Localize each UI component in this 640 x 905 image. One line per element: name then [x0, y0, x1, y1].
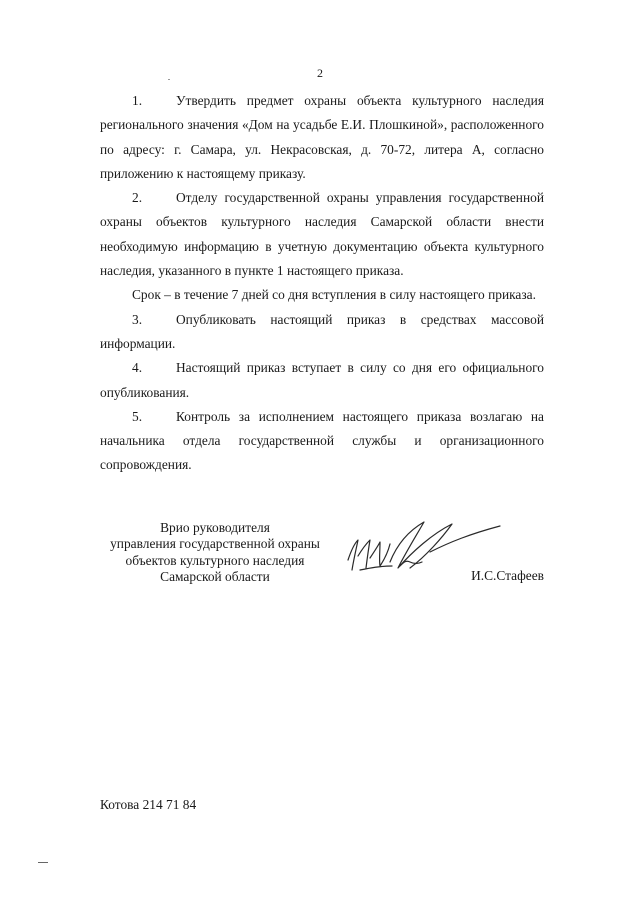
paragraph-number: 3. — [132, 311, 143, 327]
position-line: Врио руководителя — [160, 520, 270, 535]
page-number: 2 — [317, 66, 323, 80]
signature-block — [100, 520, 544, 590]
paragraph-4 — [100, 356, 544, 405]
paragraph-text: Срок – в течение 7 дней со дня вступления в силу настоящего приказа. — [132, 287, 536, 303]
order-body — [100, 89, 544, 478]
paragraph-number: 5. — [132, 408, 143, 424]
executor-contact: Котова 214 71 84 — [100, 797, 197, 812]
paragraph-5 — [100, 405, 544, 478]
paragraph-1 — [100, 89, 544, 186]
signer-name: И.С.Стафеев — [471, 568, 544, 583]
position-line: объектов культурного наследия — [125, 552, 305, 568]
signer-position — [100, 520, 330, 585]
paragraph-text: Настоящий приказ вступает в силу со дня его официального опубликования. — [100, 360, 544, 400]
scan-artifact — [168, 79, 170, 80]
paragraph-number: 4. — [132, 360, 143, 376]
paragraph-text: Утвердить предмет охраны объекта культурного наследия регионального значения «Дом на усадьбе Е.И. Плошкиной», расположенного по адресу: г. Самара, ул. Некрасовская, д. 70-72, литера А, согласно приложению к настоящему приказу. — [100, 93, 544, 181]
paragraph-3 — [100, 308, 544, 357]
paragraph-text: Контроль за исполнением настоящего приказа возлагаю на начальника отдела государственной службы и организационного сопровождения. — [100, 408, 544, 473]
paragraph-2 — [100, 186, 544, 283]
paragraph-number: 1. — [132, 93, 143, 108]
paragraph-deadline — [100, 283, 544, 307]
position-line: управления государственной охраны — [110, 536, 320, 552]
paragraph-text: Отделу государственной охраны управления государственной охраны объектов культурного наследия Самарской области внести необходимую информацию в учетную документацию объекта культурного наследия, указанного в пункте 1 настоящего приказа. — [100, 190, 544, 279]
paragraph-text: Опубликовать настоящий приказ в средствах массовой информации. — [100, 311, 544, 351]
margin-mark — [38, 862, 48, 863]
position-line: Самарской области — [160, 568, 270, 584]
paragraph-number: 2. — [132, 190, 143, 206]
